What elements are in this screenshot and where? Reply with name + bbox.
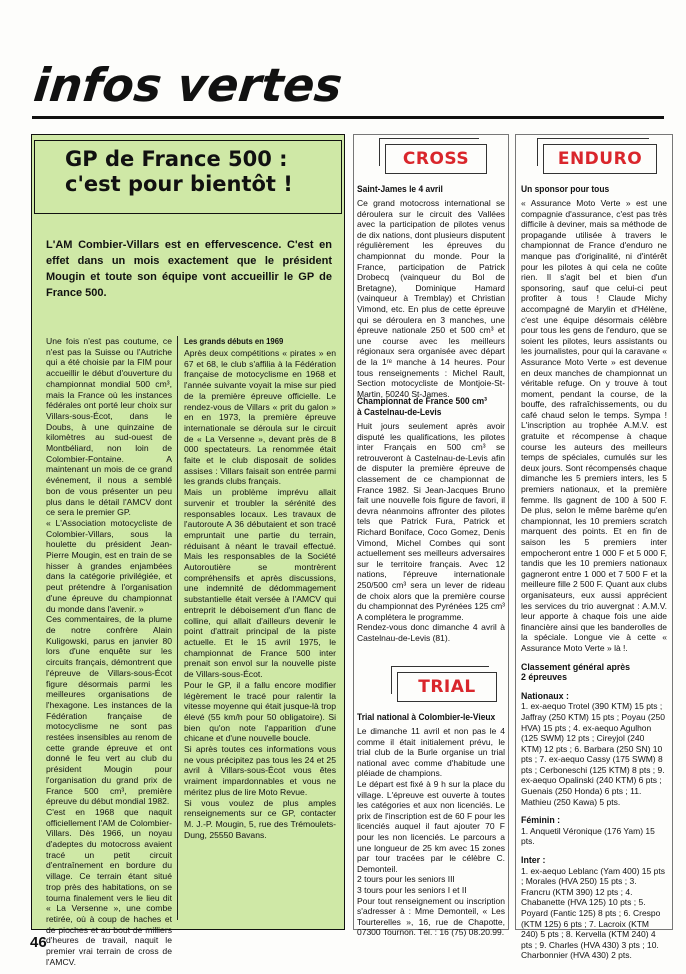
cross-article-1-title: Saint-James le 4 avril — [357, 184, 443, 195]
enduro-label: ENDURO — [543, 144, 657, 174]
nationaux-ranking: 1. ex-aequo Trotel (390 KTM) 15 pts ; Jaffray (250 KTM) 15 pts ; Poyau (250 HVA) 15 pts ; 4. ex-aequo Agulhon (125 SWM) 12 pts ; Cireyjol (240 KTM) 12 pts ; 6. Barbara (250 SN) 10 pts ; 7. ex-aequo Cassy (175 SWM) 8 pts ; Cerboneschi (125 KTM) 8 pts ; 9. ex-aequo Opalinski (240 KTM) 6 pts ; Guenais (250 Honda) 6 pts ; 11. Mathieu (250 Kawa) 5 pts. — [521, 701, 665, 807]
main-lead: L'AM Combier-Villars est en effervescence. C'est en effet dans un mois exactement que le président Mougin et toute son équipe vont accueillir le GP de France 500. — [46, 239, 332, 299]
section-title: infos vertes — [31, 58, 345, 112]
headline-box — [34, 140, 342, 214]
main-column-1 — [46, 336, 172, 967]
cross-label: CROSS — [385, 144, 487, 174]
cross-article-1-text: Ce grand motocross international se déroulera sur le circuit des Vallées avec la participation de pilotes venus de dix nations, dont plusieurs disputent régulièrement les épreuves du championnat du monde. Pour la France, participation de Patrick Drobecq (vainqueur du Bol de Bretagne), Dominique Hamard (vainqueur à Tremblay) et Christian Vimond, etc. En plus de cette épreuve qui se déroulera en 3 manches, une épreuve nationale 250 et 500 cm³ et une course avec les meilleurs régionaux sera organisée avec départ de la 1ʳᵉ manche à 14 heures. Pour tous renseignements : Michel Rault, Section motocycliste de Montjoie-St-Martin, 50240 St-James. — [357, 198, 505, 399]
feminin-heading: Féminin : — [521, 815, 561, 826]
main-column-2-text: Après deux compétitions « pirates » en 67 et 68, le club s'affilia à la Fédération française de motocyclisme en 1968 et l'année suivante voyait la mise sur pied de la première épreuve officielle. Le rendez-vous de Villars « prit du galon » en en 1973, la première épreuve internationale se déroula sur le circuit de « La Versenne », devant près de 8 000 spectateurs. La renommée était faite et le club disposait de solides assises : Villars faisait son entrée parmi les grands clubs français. Mais un problème imprévu allait survenir et troubler la sérénité des responsables locaux. Les travaux de l'autoroute A 36 débutaient et son tracé empruntait une partie du terrain, réduisant à néant le travail effectué. Mais les responsables de la Société Autoroutière se montrèrent compréhensifs et après discussions, une indemnité de dédommagement substantielle était versée à l'AMCV qui entreprit le déboisement d'un flanc de colline, qui allait d'ailleurs devenir le point d'attrait principal de la piste actuelle. Et le 15 avril 1975, le championnat de France 500 inter prenait son envol sur la nouvelle piste de Villars-sous-Écot. Pour le GP, il a fallu encore modifier légèrement le tracé pour ralentir la vitesse moyenne qui était jusque-là trop élevé (55 km/h pour 50 obligatoire). Si bien qu'on note l'apparition d'une chicane et d'une nouvelle boucle. Si après toutes ces informations vous ne vous précipitez pas tous les 24 et 25 avril à Villars-sous-Écot vous êtes vraiment impardonnables et vous ne méritez plus de lire Moto Revue. Si vous voulez de plus amples renseignements sur ce GP, contacter M. J.-P. Mougin, 5, rue des Trémoulets-Dung, 25550 Bavans. — [184, 348, 336, 840]
page-number: 46 — [30, 934, 47, 951]
inter-heading: Inter : — [521, 855, 546, 866]
trial-label: TRIAL — [397, 672, 497, 702]
cross-article-2-title: Championnat de France 500 cm³ à Castelnau-de-Levis — [357, 396, 487, 418]
main-subheading: Les grands débuts en 1969 — [184, 336, 284, 346]
ranking-heading: Classement général après 2 épreuves — [521, 661, 631, 683]
main-column-2 — [184, 336, 336, 926]
main-headline: GP de France 500 : c'est pour bientôt ! — [65, 147, 293, 196]
cross-article-2 — [357, 396, 505, 654]
column-divider — [177, 336, 178, 920]
enduro-article-text: « Assurance Moto Verte » est une compagnie d'assurance, c'est pas très difficile à deviner, mais sa méthode de propagande utilisée à travers le championnat de France d'enduro ne manque pas d'originalité, ni d'intérêt pour les pilotes à qui cela ne coûte rien. Il s'agit bel et bien d'un sponsoring, sauf que celui-ci peut profiter à tous ! Claude Michy accompagné de Marylin et d'Hélène, c'est une équipe désormais célèbre pour tous les gens de l'enduro, que se soient les pilotes, leurs assistants ou les journalistes, pour qui la caravane « Assurance Moto Verte » est devenue en deux manches de championnat un véritable refuge. On y trouve à tout moment, pendant la course, de la bouffe, des rafraîchissements, ou du café chaud selon le temps. Sympa ! L'inscription au trophée A.M.V. est gratuite et récompense à chaque course les auteurs des meilleurs temps de spéciales, cumulés sur les deux jours. Sont récompensés chaque dimanche les 5 premiers inters, les 5 premiers nationaux, et la première femme. Ils gagnent de 100 à 500 F. De plus, selon le même barème qu'en championnat, les 10 premiers scratch marquent des points. Et en fin de saison les 5 premiers inter empocheront entre 1 000 F et 5 000 F, tandis que les 10 premiers nationaux gagneront entre 1 000 et 7 500 F et la meilleure fille 2 500 F. Quant aux clubs organisateurs, eux aussi apprécient les services du trio auvergnat : A.M.V. leur apporte à chaque fois une aide financière ainsi que les banderolles de la spéciale. Longue vie à cette « Assurance Moto Verte » là !. — [521, 198, 667, 653]
enduro-article-title: Un sponsor pour tous — [521, 184, 610, 195]
top-rule — [32, 116, 664, 119]
cross-article-2-text: Huit jours seulement après avoir disputé les qualifications, les pilotes inter Français en 500 cm³ se retrouveront à Castelnau-de-Levis afin de disputer la première épreuve de classement de ce championnat de France 1982. Si Jean-Jacques Bruno fait une nouvelle fois figure de favori, il devra néanmoins affronter des pilotes tels que Patrick Fura, Patrick et Richard Boniface, Coco Gomez, Denis Vimond, Michel Combes qui sont actuellement ses meilleurs adversaires sur le territoire français. Avec 12 nations, l'épreuve internationale 250/500 cm³ sera un lever de rideau de choix alors que la première course du championnat des Pyrénées 125 cm³ A complétera le programme. Rendez-vous donc dimanche 4 avril à Castelnau-de-Levis (81). — [357, 421, 505, 643]
trial-article — [357, 712, 505, 938]
trial-article-title: Trial national à Colombier-le-Vieux — [357, 712, 496, 723]
feminin-ranking: 1. Anquetil Véronique (176 Yam) 15 pts. — [521, 825, 655, 847]
nationaux-heading: Nationaux : — [521, 690, 569, 701]
cross-article-1 — [357, 184, 505, 399]
main-column-1-text: Une fois n'est pas coutume, ce n'est pas la Suisse ou l'Autriche qui a été choisie par la FIM pour accueillir le début d'ouverture du championnat mondial 500 cm³, mais la France où les instances fédérales ont porté leur choix sur Villars-sous-Écot, dans le Doubs, à une quinzaine de kilomètres au sud-ouest de Montbéliard, non loin de Colombier-Fontaine. A maintenant un mois de ce grand événement, il nous a semblé bon de vous présenter un peu plus dans le détail l'AMCV dont ce sera le premier GP. « L'Association motocycliste de Colombier-Villars, sous la houlette du président Jean-Pierre Mougin, est en train de se hisser à grandes enjambées dans la catégorie privilégiée, et peut prétendre à l'organisation d'une épreuve du championnat du monde dans l'avenir. » Ces commentaires, de la plume de notre confrère Alain Kuligowski, parus en janvier 80 lors d'une enquête sur les circuits français, démontrent que l'épreuve de Villars-sous-Écot figure désormais parmi les meilleures organisations de l'hexagone. Les instances de la Fédération française de motocyclisme ne sont pas restées insensibles au renom de cette grande épreuve et ont donné le feu vert au club du président Mougin pour l'organisation du grand prix de France 500 cm³, première épreuve du début mondial 1982. C'est en 1968 que naquit officiellement l'AM de Colombier-Villars. Dès 1966, un noyau d'adeptes du motocross avaient tracé un petit circuit d'entraînement en bordure du village. Ce terrain étant situé trop près des habitations, on se tourna finalement vers le lieu dit « La Versenne », une combe retirée, où à coup de haches et de pioches et au bout de milliers d'heures de travail, naquit le premier vrai terrain de cross de l'AMCV. — [46, 336, 172, 967]
trial-article-text: Le dimanche 11 avril et non pas le 4 comme il était initialement prévu, le trial club de la Burle organise un trial national avec comme d'habitude une pléiade de champions. Le départ est fixé à 9 h sur la place du village. L'épreuve est ouverte à toutes les catégories et aux non licenciés. Le prix de l'inscription est de 60 F pour les licenciés auquel il faut ajouter 70 F pour les non licenciés. Le parcours a une longueur de 25 km avec 15 zones par tour tracées par le célèbre C. Demonteil. 2 tours pour les seniors III 3 tours pour les seniors I et II Pour tout renseignement ou inscription s'adresser à : Mme Demonteil, « Les Tourterelles », 16, rue de Chapotte, 07300 Tournon. Tél. : 16 (75) 08.20.99. — [357, 726, 505, 938]
inter-ranking: 1. ex-aequo Leblanc (Yam 400) 15 pts ; Morales (HVA 250) 15 pts ; 3. Francru (KTM 390) 12 pts ; 4. Chabanette (HVA 125) 10 pts ; 5. Poyard (Fantic 125) 8 pts ; 6. Crespo (KTM 125) 6 pts ; 7. Lacroix (KTM 240) 5 pts ; 8. Kervella (KTM 240) 4 pts ; 9. Charles (HVA 430) 3 pts ; 10. Charbonnier (HVA 430) 2 pts. — [521, 865, 665, 961]
enduro-article — [521, 184, 667, 961]
